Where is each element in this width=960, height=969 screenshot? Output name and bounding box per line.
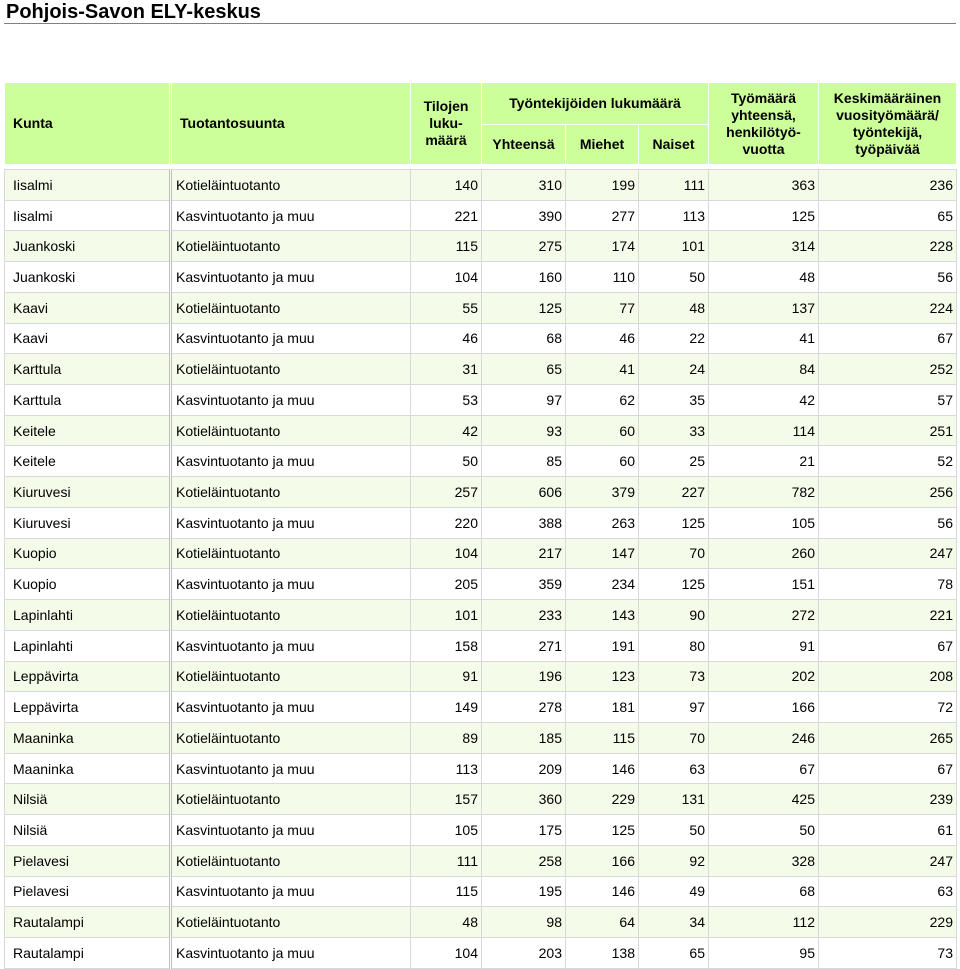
- cell-naiset: 50: [639, 262, 709, 293]
- cell-naiset: 63: [639, 753, 709, 784]
- cell-kunta: Keitele: [5, 446, 171, 477]
- cell-kunta: Kaavi: [5, 323, 171, 354]
- cell-tyomaara: 48: [709, 262, 819, 293]
- cell-tuotantosuunta: Kotieläintuotanto: [171, 600, 411, 631]
- cell-naiset: 22: [639, 323, 709, 354]
- cell-yhteensa: 65: [482, 354, 566, 385]
- cell-keskimaarainen: 61: [819, 815, 957, 846]
- cell-keskimaarainen: 67: [819, 630, 957, 661]
- cell-naiset: 111: [639, 170, 709, 201]
- cell-tilojen-lukumaara: 149: [411, 692, 482, 723]
- cell-tuotantosuunta: Kasvintuotanto ja muu: [171, 323, 411, 354]
- cell-tuotantosuunta: Kotieläintuotanto: [171, 907, 411, 938]
- cell-kunta: Kiuruvesi: [5, 477, 171, 508]
- cell-tyomaara: 91: [709, 630, 819, 661]
- cell-yhteensa: 93: [482, 415, 566, 446]
- cell-naiset: 92: [639, 845, 709, 876]
- cell-keskimaarainen: 251: [819, 415, 957, 446]
- table-body: [5, 170, 957, 969]
- cell-tuotantosuunta: Kotieläintuotanto: [171, 231, 411, 262]
- cell-yhteensa: 278: [482, 692, 566, 723]
- table-row: [5, 753, 957, 784]
- cell-yhteensa: 390: [482, 200, 566, 231]
- cell-tilojen-lukumaara: 46: [411, 323, 482, 354]
- header-tilojen-lukumaara: [411, 83, 482, 165]
- cell-tuotantosuunta: Kasvintuotanto ja muu: [171, 815, 411, 846]
- cell-naiset: 33: [639, 415, 709, 446]
- cell-tyomaara: 166: [709, 692, 819, 723]
- cell-keskimaarainen: 78: [819, 569, 957, 600]
- table-row: [5, 845, 957, 876]
- cell-yhteensa: 271: [482, 630, 566, 661]
- cell-naiset: 131: [639, 784, 709, 815]
- table-row: [5, 907, 957, 938]
- cell-yhteensa: 360: [482, 784, 566, 815]
- cell-tuotantosuunta: Kasvintuotanto ja muu: [171, 262, 411, 293]
- cell-tuotantosuunta: Kotieläintuotanto: [171, 845, 411, 876]
- cell-tyomaara: 114: [709, 415, 819, 446]
- cell-tilojen-lukumaara: 101: [411, 600, 482, 631]
- cell-tilojen-lukumaara: 104: [411, 538, 482, 569]
- cell-yhteensa: 185: [482, 722, 566, 753]
- cell-miehet: 77: [566, 292, 639, 323]
- table-row: [5, 569, 957, 600]
- table-row: [5, 937, 957, 968]
- table-row: [5, 692, 957, 723]
- header-yhteensa: Yhteensä: [482, 125, 566, 165]
- cell-kunta: Juankoski: [5, 262, 171, 293]
- cell-keskimaarainen: 65: [819, 200, 957, 231]
- cell-yhteensa: 217: [482, 538, 566, 569]
- cell-tuotantosuunta: Kotieläintuotanto: [171, 722, 411, 753]
- cell-miehet: 263: [566, 507, 639, 538]
- cell-kunta: Juankoski: [5, 231, 171, 262]
- cell-tilojen-lukumaara: 48: [411, 907, 482, 938]
- cell-yhteensa: 98: [482, 907, 566, 938]
- cell-yhteensa: 310: [482, 170, 566, 201]
- cell-tilojen-lukumaara: 157: [411, 784, 482, 815]
- header-kunta: Kunta: [5, 83, 171, 165]
- header-keskimaarainen-label: Keskimääräinen vuosityömäärä/ työntekijä, työpäivää: [833, 89, 942, 157]
- cell-miehet: 191: [566, 630, 639, 661]
- cell-tuotantosuunta: Kasvintuotanto ja muu: [171, 507, 411, 538]
- cell-tuotantosuunta: Kasvintuotanto ja muu: [171, 692, 411, 723]
- cell-yhteensa: 359: [482, 569, 566, 600]
- cell-yhteensa: 160: [482, 262, 566, 293]
- cell-keskimaarainen: 247: [819, 538, 957, 569]
- cell-keskimaarainen: 236: [819, 170, 957, 201]
- cell-naiset: 48: [639, 292, 709, 323]
- cell-miehet: 143: [566, 600, 639, 631]
- table-row: [5, 600, 957, 631]
- cell-miehet: 146: [566, 753, 639, 784]
- cell-keskimaarainen: 208: [819, 661, 957, 692]
- cell-kunta: Nilsiä: [5, 784, 171, 815]
- table-row: [5, 170, 957, 201]
- cell-tyomaara: 21: [709, 446, 819, 477]
- cell-miehet: 123: [566, 661, 639, 692]
- cell-yhteensa: 68: [482, 323, 566, 354]
- cell-naiset: 125: [639, 569, 709, 600]
- cell-tilojen-lukumaara: 89: [411, 722, 482, 753]
- table-row: [5, 323, 957, 354]
- cell-tyomaara: 425: [709, 784, 819, 815]
- cell-yhteensa: 209: [482, 753, 566, 784]
- cell-miehet: 147: [566, 538, 639, 569]
- header-miehet: Miehet: [566, 125, 639, 165]
- cell-tyomaara: 137: [709, 292, 819, 323]
- header-keskimaarainen: [819, 83, 957, 165]
- header-tuotantosuunta: Tuotantosuunta: [171, 83, 411, 165]
- cell-naiset: 65: [639, 937, 709, 968]
- cell-yhteensa: 125: [482, 292, 566, 323]
- cell-keskimaarainen: 52: [819, 446, 957, 477]
- cell-keskimaarainen: 265: [819, 722, 957, 753]
- cell-miehet: 62: [566, 385, 639, 416]
- cell-naiset: 49: [639, 876, 709, 907]
- cell-tyomaara: 363: [709, 170, 819, 201]
- cell-tyomaara: 95: [709, 937, 819, 968]
- cell-keskimaarainen: 252: [819, 354, 957, 385]
- cell-naiset: 90: [639, 600, 709, 631]
- cell-naiset: 73: [639, 661, 709, 692]
- cell-miehet: 60: [566, 446, 639, 477]
- cell-miehet: 181: [566, 692, 639, 723]
- cell-tilojen-lukumaara: 115: [411, 231, 482, 262]
- cell-kunta: Pielavesi: [5, 845, 171, 876]
- farm-employment-table: [4, 82, 957, 969]
- cell-tuotantosuunta: Kotieläintuotanto: [171, 415, 411, 446]
- cell-tuotantosuunta: Kotieläintuotanto: [171, 661, 411, 692]
- cell-tyomaara: 67: [709, 753, 819, 784]
- cell-tilojen-lukumaara: 113: [411, 753, 482, 784]
- cell-miehet: 110: [566, 262, 639, 293]
- table-row: [5, 815, 957, 846]
- cell-yhteensa: 195: [482, 876, 566, 907]
- cell-kunta: Rautalampi: [5, 907, 171, 938]
- header-tyomaara: [709, 83, 819, 165]
- cell-tuotantosuunta: Kotieläintuotanto: [171, 354, 411, 385]
- cell-tuotantosuunta: Kotieläintuotanto: [171, 538, 411, 569]
- cell-tuotantosuunta: Kasvintuotanto ja muu: [171, 385, 411, 416]
- cell-tilojen-lukumaara: 257: [411, 477, 482, 508]
- cell-tilojen-lukumaara: 205: [411, 569, 482, 600]
- cell-naiset: 227: [639, 477, 709, 508]
- table-row: [5, 385, 957, 416]
- cell-tyomaara: 328: [709, 845, 819, 876]
- cell-tuotantosuunta: Kasvintuotanto ja muu: [171, 630, 411, 661]
- cell-tyomaara: 202: [709, 661, 819, 692]
- cell-naiset: 113: [639, 200, 709, 231]
- cell-tilojen-lukumaara: 50: [411, 446, 482, 477]
- cell-tyomaara: 105: [709, 507, 819, 538]
- cell-tyomaara: 42: [709, 385, 819, 416]
- cell-kunta: Karttula: [5, 385, 171, 416]
- cell-keskimaarainen: 229: [819, 907, 957, 938]
- cell-tyomaara: 260: [709, 538, 819, 569]
- cell-tyomaara: 782: [709, 477, 819, 508]
- cell-tuotantosuunta: Kotieläintuotanto: [171, 170, 411, 201]
- cell-naiset: 25: [639, 446, 709, 477]
- table-row: [5, 200, 957, 231]
- cell-kunta: Nilsiä: [5, 815, 171, 846]
- cell-kunta: Iisalmi: [5, 200, 171, 231]
- cell-kunta: Iisalmi: [5, 170, 171, 201]
- cell-miehet: 64: [566, 907, 639, 938]
- cell-keskimaarainen: 73: [819, 937, 957, 968]
- cell-naiset: 35: [639, 385, 709, 416]
- cell-miehet: 166: [566, 845, 639, 876]
- table-row: [5, 876, 957, 907]
- cell-naiset: 34: [639, 907, 709, 938]
- cell-tilojen-lukumaara: 104: [411, 937, 482, 968]
- cell-tyomaara: 112: [709, 907, 819, 938]
- cell-tilojen-lukumaara: 104: [411, 262, 482, 293]
- table-row: [5, 722, 957, 753]
- cell-keskimaarainen: 57: [819, 385, 957, 416]
- cell-tyomaara: 151: [709, 569, 819, 600]
- cell-miehet: 146: [566, 876, 639, 907]
- cell-yhteensa: 85: [482, 446, 566, 477]
- cell-yhteensa: 203: [482, 937, 566, 968]
- cell-tilojen-lukumaara: 221: [411, 200, 482, 231]
- table-row: [5, 630, 957, 661]
- cell-miehet: 138: [566, 937, 639, 968]
- cell-tilojen-lukumaara: 220: [411, 507, 482, 538]
- cell-kunta: Kiuruvesi: [5, 507, 171, 538]
- cell-keskimaarainen: 72: [819, 692, 957, 723]
- header-tyontekijoiden-lukumaara: Työntekijöiden lukumäärä: [482, 83, 709, 125]
- cell-tyomaara: 314: [709, 231, 819, 262]
- table-row: [5, 661, 957, 692]
- cell-tyomaara: 50: [709, 815, 819, 846]
- table-row: [5, 507, 957, 538]
- cell-yhteensa: 233: [482, 600, 566, 631]
- cell-tilojen-lukumaara: 91: [411, 661, 482, 692]
- cell-tuotantosuunta: Kotieläintuotanto: [171, 477, 411, 508]
- cell-tuotantosuunta: Kasvintuotanto ja muu: [171, 446, 411, 477]
- cell-kunta: Maaninka: [5, 753, 171, 784]
- table-row: [5, 784, 957, 815]
- cell-keskimaarainen: 67: [819, 323, 957, 354]
- table-row: [5, 231, 957, 262]
- cell-tilojen-lukumaara: 42: [411, 415, 482, 446]
- cell-miehet: 277: [566, 200, 639, 231]
- cell-miehet: 60: [566, 415, 639, 446]
- cell-kunta: Pielavesi: [5, 876, 171, 907]
- cell-tuotantosuunta: Kasvintuotanto ja muu: [171, 200, 411, 231]
- cell-naiset: 50: [639, 815, 709, 846]
- cell-keskimaarainen: 56: [819, 262, 957, 293]
- cell-tuotantosuunta: Kotieläintuotanto: [171, 292, 411, 323]
- cell-kunta: Karttula: [5, 354, 171, 385]
- cell-naiset: 97: [639, 692, 709, 723]
- title-divider: [4, 23, 956, 24]
- cell-tuotantosuunta: Kasvintuotanto ja muu: [171, 876, 411, 907]
- cell-yhteensa: 97: [482, 385, 566, 416]
- cell-keskimaarainen: 228: [819, 231, 957, 262]
- cell-kunta: Kuopio: [5, 569, 171, 600]
- cell-naiset: 80: [639, 630, 709, 661]
- cell-tuotantosuunta: Kasvintuotanto ja muu: [171, 937, 411, 968]
- cell-keskimaarainen: 56: [819, 507, 957, 538]
- cell-tilojen-lukumaara: 115: [411, 876, 482, 907]
- cell-kunta: Leppävirta: [5, 692, 171, 723]
- cell-kunta: Kuopio: [5, 538, 171, 569]
- table-row: [5, 354, 957, 385]
- cell-tyomaara: 125: [709, 200, 819, 231]
- cell-tilojen-lukumaara: 111: [411, 845, 482, 876]
- cell-miehet: 229: [566, 784, 639, 815]
- cell-tilojen-lukumaara: 105: [411, 815, 482, 846]
- cell-miehet: 234: [566, 569, 639, 600]
- cell-tyomaara: 84: [709, 354, 819, 385]
- cell-miehet: 379: [566, 477, 639, 508]
- cell-naiset: 70: [639, 538, 709, 569]
- cell-miehet: 125: [566, 815, 639, 846]
- cell-tilojen-lukumaara: 158: [411, 630, 482, 661]
- cell-keskimaarainen: 256: [819, 477, 957, 508]
- cell-kunta: Lapinlahti: [5, 630, 171, 661]
- table-row: [5, 415, 957, 446]
- cell-yhteensa: 258: [482, 845, 566, 876]
- cell-keskimaarainen: 224: [819, 292, 957, 323]
- cell-tilojen-lukumaara: 53: [411, 385, 482, 416]
- cell-naiset: 125: [639, 507, 709, 538]
- cell-yhteensa: 606: [482, 477, 566, 508]
- cell-yhteensa: 175: [482, 815, 566, 846]
- table-row: [5, 262, 957, 293]
- cell-keskimaarainen: 67: [819, 753, 957, 784]
- cell-yhteensa: 275: [482, 231, 566, 262]
- cell-keskimaarainen: 247: [819, 845, 957, 876]
- header-naiset: Naiset: [639, 125, 709, 165]
- cell-naiset: 24: [639, 354, 709, 385]
- cell-kunta: Keitele: [5, 415, 171, 446]
- cell-naiset: 101: [639, 231, 709, 262]
- cell-tuotantosuunta: Kasvintuotanto ja muu: [171, 753, 411, 784]
- header-tilojen-lukumaara-label: Tilojen luku-määrä: [423, 98, 469, 148]
- cell-tilojen-lukumaara: 55: [411, 292, 482, 323]
- table-row: [5, 538, 957, 569]
- cell-tilojen-lukumaara: 31: [411, 354, 482, 385]
- cell-miehet: 115: [566, 722, 639, 753]
- cell-miehet: 46: [566, 323, 639, 354]
- cell-kunta: Leppävirta: [5, 661, 171, 692]
- cell-kunta: Maaninka: [5, 722, 171, 753]
- header-tyomaara-label: Työmäärä yhteensä, henkilötyö-vuotta: [726, 89, 801, 157]
- cell-miehet: 174: [566, 231, 639, 262]
- table-row: [5, 292, 957, 323]
- cell-yhteensa: 196: [482, 661, 566, 692]
- cell-tyomaara: 41: [709, 323, 819, 354]
- cell-tyomaara: 246: [709, 722, 819, 753]
- cell-miehet: 199: [566, 170, 639, 201]
- cell-tyomaara: 68: [709, 876, 819, 907]
- cell-keskimaarainen: 221: [819, 600, 957, 631]
- cell-keskimaarainen: 239: [819, 784, 957, 815]
- cell-naiset: 70: [639, 722, 709, 753]
- cell-yhteensa: 388: [482, 507, 566, 538]
- cell-kunta: Kaavi: [5, 292, 171, 323]
- cell-tyomaara: 272: [709, 600, 819, 631]
- table-row: [5, 446, 957, 477]
- table-row: [5, 477, 957, 508]
- cell-tuotantosuunta: Kasvintuotanto ja muu: [171, 569, 411, 600]
- cell-tilojen-lukumaara: 140: [411, 170, 482, 201]
- cell-kunta: Rautalampi: [5, 937, 171, 968]
- cell-miehet: 41: [566, 354, 639, 385]
- cell-tuotantosuunta: Kotieläintuotanto: [171, 784, 411, 815]
- cell-kunta: Lapinlahti: [5, 600, 171, 631]
- cell-keskimaarainen: 63: [819, 876, 957, 907]
- page-title: Pohjois-Savon ELY-keskus: [6, 1, 261, 23]
